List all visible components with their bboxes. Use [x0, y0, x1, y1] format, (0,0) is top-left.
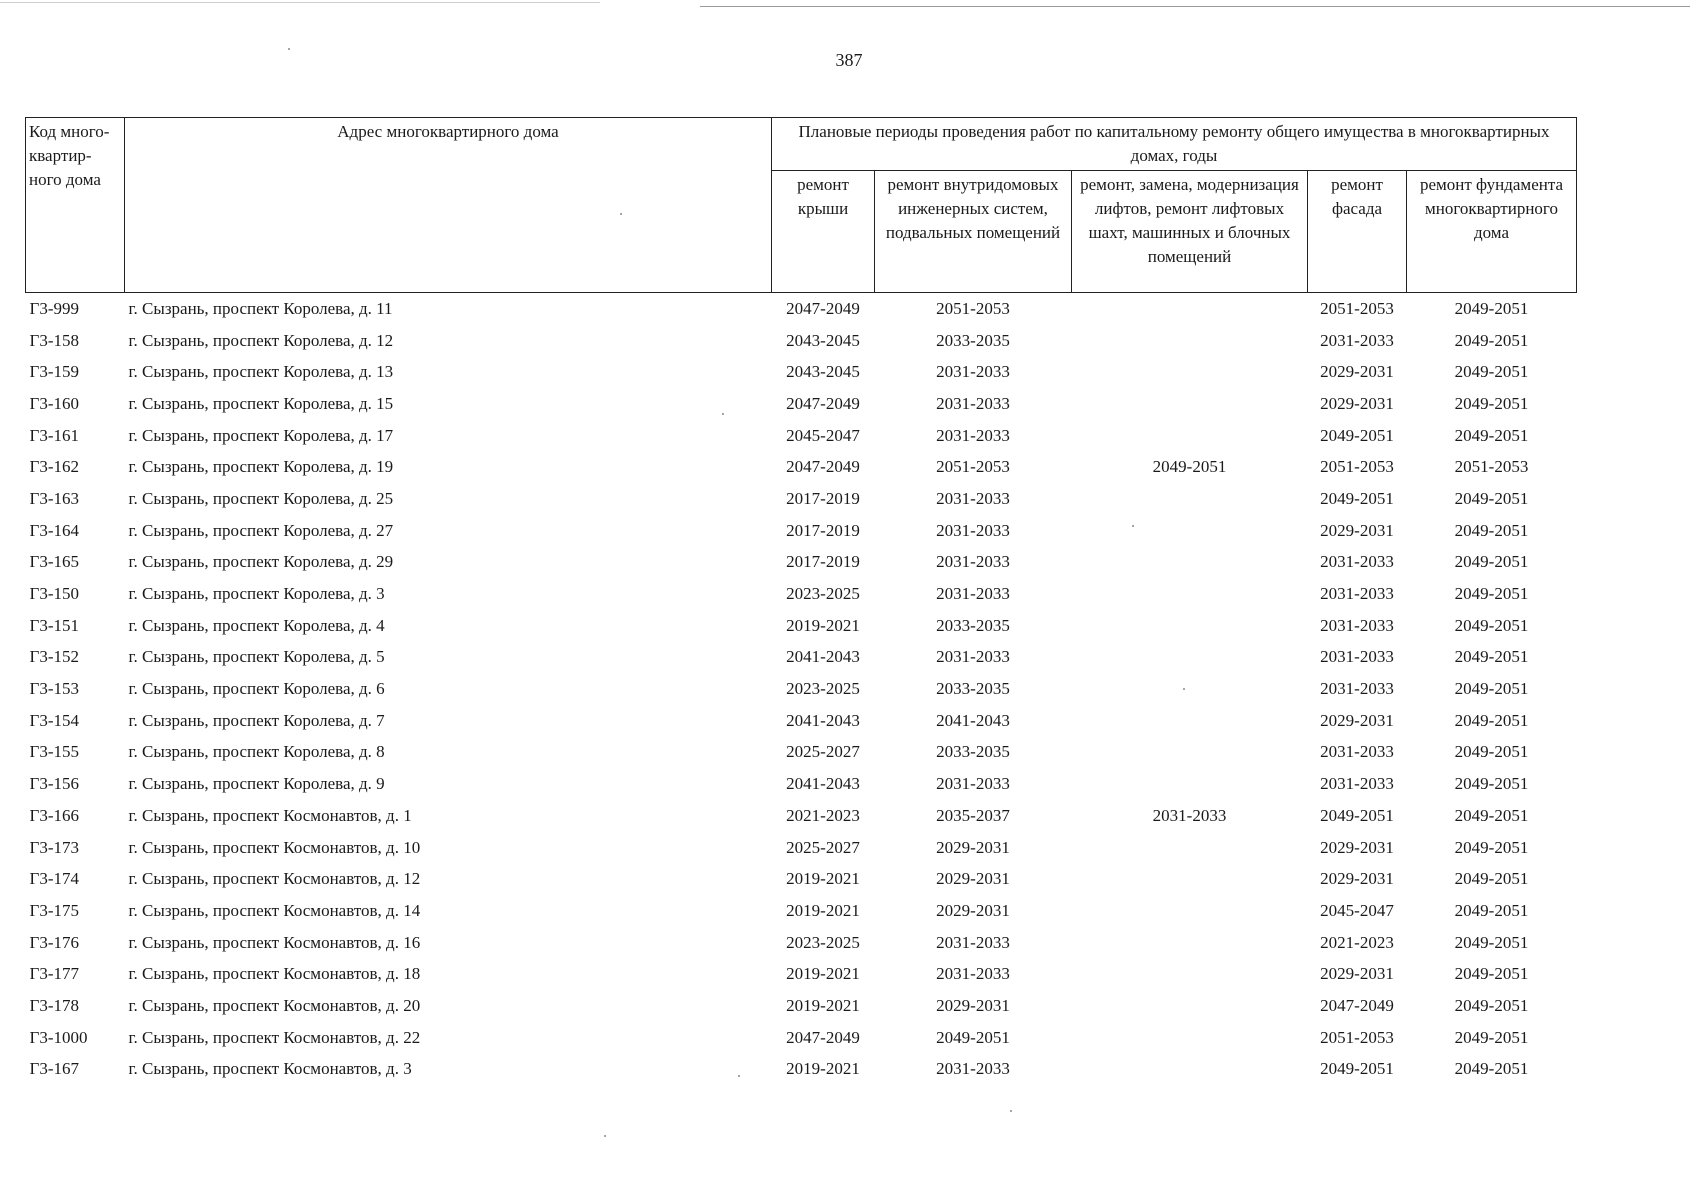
cell-facade: 2051-2053 [1320, 298, 1394, 318]
cell-systems: 2031-2033 [936, 425, 1010, 445]
cell-foundation: 2049-2051 [1454, 647, 1529, 667]
cell-code: Г3-175 [29, 900, 79, 920]
cell-lifts [1072, 895, 1308, 927]
scan-speck [1183, 688, 1185, 690]
cell-foundation: 2049-2051 [1454, 615, 1529, 635]
cell-lifts [1072, 642, 1308, 674]
cell-code: Г3-153 [29, 679, 79, 699]
table-row [26, 325, 1577, 357]
cell-systems: 2029-2031 [936, 900, 1010, 920]
cell-roof: 2021-2023 [786, 805, 860, 825]
cell-systems: 2033-2035 [936, 742, 1010, 762]
table-row [26, 768, 1577, 800]
cell-code: Г3-164 [29, 520, 79, 540]
table-row [26, 990, 1577, 1022]
cell-lifts: 2049-2051 [1152, 457, 1227, 477]
cell-facade: 2031-2033 [1320, 552, 1394, 572]
table-row [26, 547, 1577, 579]
cell-address: г. Сызрань, проспект Космонавтов, д. 20 [128, 995, 421, 1015]
cell-address: г. Сызрань, проспект Космонавтов, д. 12 [128, 869, 421, 889]
cell-foundation: 2049-2051 [1454, 742, 1529, 762]
header-periods-group: Плановые периоды проведения работ по капитальному ремонту общего имущества в многоквартирных домах, годы [772, 118, 1577, 171]
cell-systems: 2031-2033 [936, 932, 1010, 952]
table-row [26, 578, 1577, 610]
table-row [26, 420, 1577, 452]
cell-code: Г3-163 [29, 488, 79, 508]
cell-lifts: 2031-2033 [1152, 805, 1227, 825]
table-row [26, 451, 1577, 483]
cell-systems: 2029-2031 [936, 995, 1010, 1015]
cell-systems: 2031-2033 [936, 647, 1010, 667]
cell-code: Г3-162 [29, 457, 79, 477]
cell-code: Г3-156 [29, 774, 79, 794]
cell-systems: 2031-2033 [936, 362, 1010, 382]
table-row [26, 895, 1577, 927]
cell-foundation: 2049-2051 [1454, 869, 1529, 889]
cell-address: г. Сызрань, проспект Королева, д. 15 [128, 393, 394, 413]
table-row [26, 388, 1577, 420]
scan-speck [620, 213, 622, 215]
cell-roof: 2023-2025 [786, 679, 860, 699]
cell-address: г. Сызрань, проспект Космонавтов, д. 14 [128, 900, 421, 920]
cell-roof: 2047-2049 [786, 298, 860, 318]
cell-facade: 2029-2031 [1320, 393, 1394, 413]
cell-lifts [1072, 483, 1308, 515]
cell-lifts [1072, 673, 1308, 705]
cell-facade: 2031-2033 [1320, 774, 1394, 794]
cell-code: Г3-150 [29, 584, 79, 604]
cell-systems: 2031-2033 [936, 488, 1010, 508]
cell-systems: 2031-2033 [936, 552, 1010, 572]
cell-address: г. Сызрань, проспект Королева, д. 9 [128, 774, 385, 794]
page-number: 387 [835, 50, 863, 70]
cell-systems: 2033-2035 [936, 679, 1010, 699]
cell-systems: 2031-2033 [936, 774, 1010, 794]
table-row [26, 1054, 1577, 1086]
cell-facade: 2031-2033 [1320, 742, 1394, 762]
table-row [26, 483, 1577, 515]
cell-address: г. Сызрань, проспект Королева, д. 3 [128, 584, 385, 604]
cell-roof: 2041-2043 [786, 647, 860, 667]
cell-facade: 2051-2053 [1320, 457, 1394, 477]
table-row [26, 737, 1577, 769]
cell-address: г. Сызрань, проспект Королева, д. 27 [128, 520, 394, 540]
cell-address: г. Сызрань, проспект Королева, д. 8 [128, 742, 385, 762]
cell-foundation: 2049-2051 [1454, 995, 1529, 1015]
table-row [26, 832, 1577, 864]
table-row [26, 673, 1577, 705]
cell-roof: 2017-2019 [786, 552, 860, 572]
cell-systems: 2031-2033 [936, 964, 1010, 984]
cell-facade: 2049-2051 [1320, 1059, 1394, 1079]
cell-facade: 2029-2031 [1320, 837, 1394, 857]
cell-facade: 2049-2051 [1320, 425, 1394, 445]
cell-lifts [1072, 420, 1308, 452]
cell-foundation: 2049-2051 [1454, 1059, 1529, 1079]
scan-speck [722, 413, 724, 415]
cell-facade: 2047-2049 [1320, 995, 1394, 1015]
cell-foundation: 2049-2051 [1454, 679, 1529, 699]
cell-roof: 2047-2049 [786, 393, 860, 413]
cell-systems: 2041-2043 [936, 710, 1010, 730]
cell-facade: 2049-2051 [1320, 805, 1394, 825]
cell-address: г. Сызрань, проспект Королева, д. 13 [128, 362, 394, 382]
cell-systems: 2049-2051 [936, 1027, 1010, 1047]
scan-speck [604, 1135, 606, 1137]
cell-systems: 2031-2033 [936, 393, 1010, 413]
cell-facade: 2031-2033 [1320, 679, 1394, 699]
scan-speck [738, 1075, 740, 1077]
cell-address: г. Сызрань, проспект Королева, д. 25 [128, 488, 394, 508]
cell-foundation: 2049-2051 [1454, 298, 1529, 318]
cell-address: г. Сызрань, проспект Королева, д. 11 [128, 298, 393, 318]
cell-foundation: 2049-2051 [1454, 362, 1529, 382]
cell-lifts [1072, 388, 1308, 420]
cell-code: Г3-173 [29, 837, 79, 857]
cell-foundation: 2049-2051 [1454, 837, 1529, 857]
cell-address: г. Сызрань, проспект Космонавтов, д. 18 [128, 964, 421, 984]
table-row [26, 927, 1577, 959]
cell-systems: 2051-2053 [936, 298, 1010, 318]
cell-facade: 2029-2031 [1320, 869, 1394, 889]
cell-roof: 2043-2045 [786, 362, 860, 382]
header-roof: ремонт крыши [772, 171, 875, 293]
cell-roof: 2019-2021 [786, 995, 860, 1015]
table-header [26, 118, 1577, 293]
cell-foundation: 2049-2051 [1454, 774, 1529, 794]
cell-systems: 2029-2031 [936, 837, 1010, 857]
scan-edge-line [700, 6, 1690, 7]
cell-address: г. Сызрань, проспект Космонавтов, д. 22 [128, 1027, 421, 1047]
cell-systems: 2035-2037 [936, 805, 1010, 825]
cell-address: г. Сызрань, проспект Космонавтов, д. 10 [128, 837, 421, 857]
cell-foundation: 2049-2051 [1454, 710, 1529, 730]
scan-edge-line [0, 2, 600, 3]
cell-facade: 2051-2053 [1320, 1027, 1394, 1047]
table-row [26, 293, 1577, 325]
table-row [26, 356, 1577, 388]
cell-address: г. Сызрань, проспект Королева, д. 5 [128, 647, 385, 667]
cell-code: Г3-167 [29, 1059, 79, 1079]
header-code: Код много-квартир-ного дома [26, 118, 125, 293]
cell-address: г. Сызрань, проспект Королева, д. 17 [128, 425, 394, 445]
cell-code: Г3-166 [29, 805, 79, 825]
cell-address: г. Сызрань, проспект Королева, д. 4 [128, 615, 385, 635]
cell-code: Г3-178 [29, 995, 79, 1015]
cell-roof: 2023-2025 [786, 584, 860, 604]
cell-roof: 2047-2049 [786, 1027, 860, 1047]
cell-lifts [1072, 990, 1308, 1022]
registry-sheet [25, 117, 1577, 1085]
cell-lifts [1072, 958, 1308, 990]
cell-code: Г3-155 [29, 742, 79, 762]
cell-facade: 2029-2031 [1320, 710, 1394, 730]
cell-lifts [1072, 927, 1308, 959]
cell-address: г. Сызрань, проспект Королева, д. 12 [128, 330, 394, 350]
cell-roof: 2017-2019 [786, 520, 860, 540]
cell-roof: 2043-2045 [786, 330, 860, 350]
cell-address: г. Сызрань, проспект Королева, д. 19 [128, 457, 394, 477]
cell-code: Г3-152 [29, 647, 79, 667]
cell-roof: 2019-2021 [786, 1059, 860, 1079]
cell-foundation: 2049-2051 [1454, 330, 1529, 350]
cell-foundation: 2049-2051 [1454, 552, 1529, 572]
table-row [26, 863, 1577, 895]
cell-address: г. Сызрань, проспект Космонавтов, д. 16 [128, 932, 421, 952]
header-address: Адрес многоквартирного дома [125, 118, 772, 293]
cell-address: г. Сызрань, проспект Королева, д. 29 [128, 552, 394, 572]
table-row [26, 642, 1577, 674]
cell-lifts [1072, 515, 1308, 547]
cell-roof: 2041-2043 [786, 710, 860, 730]
scan-speck [288, 48, 290, 50]
header-facade: ремонт фасада [1308, 171, 1407, 293]
cell-roof: 2017-2019 [786, 488, 860, 508]
cell-facade: 2031-2033 [1320, 647, 1394, 667]
cell-code: Г3-158 [29, 330, 79, 350]
cell-systems: 2051-2053 [936, 457, 1010, 477]
cell-code: Г3-165 [29, 552, 79, 572]
cell-facade: 2031-2033 [1320, 615, 1394, 635]
cell-lifts [1072, 578, 1308, 610]
cell-foundation: 2049-2051 [1454, 900, 1529, 920]
cell-foundation: 2049-2051 [1454, 1027, 1529, 1047]
cell-systems: 2033-2035 [936, 615, 1010, 635]
cell-roof: 2019-2021 [786, 900, 860, 920]
cell-foundation: 2049-2051 [1454, 932, 1529, 952]
cell-code: Г3-160 [29, 393, 79, 413]
scan-speck [1010, 1110, 1012, 1112]
cell-roof: 2025-2027 [786, 837, 860, 857]
cell-systems: 2031-2033 [936, 520, 1010, 540]
table-row [26, 958, 1577, 990]
cell-facade: 2031-2033 [1320, 330, 1394, 350]
cell-address: г. Сызрань, проспект Королева, д. 6 [128, 679, 385, 699]
cell-address: г. Сызрань, проспект Королева, д. 7 [128, 710, 385, 730]
cell-foundation: 2049-2051 [1454, 520, 1529, 540]
header-foundation: ремонт фундамента многоквартирного дома [1407, 171, 1577, 293]
cell-lifts [1072, 293, 1308, 325]
cell-lifts [1072, 863, 1308, 895]
cell-lifts [1072, 547, 1308, 579]
cell-roof: 2025-2027 [786, 742, 860, 762]
cell-systems: 2029-2031 [936, 869, 1010, 889]
cell-foundation: 2049-2051 [1454, 393, 1529, 413]
cell-lifts [1072, 1022, 1308, 1054]
cell-lifts [1072, 325, 1308, 357]
cell-roof: 2023-2025 [786, 932, 860, 952]
cell-lifts [1072, 356, 1308, 388]
cell-facade: 2029-2031 [1320, 362, 1394, 382]
table-body [26, 293, 1577, 1086]
cell-foundation: 2049-2051 [1454, 425, 1529, 445]
cell-code: Г3-151 [29, 615, 79, 635]
cell-lifts [1072, 832, 1308, 864]
cell-facade: 2049-2051 [1320, 488, 1394, 508]
cell-lifts [1072, 1054, 1308, 1086]
cell-code: Г3-1000 [29, 1027, 88, 1047]
table-row [26, 515, 1577, 547]
cell-foundation: 2049-2051 [1454, 964, 1529, 984]
cell-code: Г3-177 [29, 964, 79, 984]
cell-lifts [1072, 768, 1308, 800]
header-systems: ремонт внутридомовых инженерных систем, подвальных помещений [875, 171, 1072, 293]
cell-roof: 2019-2021 [786, 869, 860, 889]
header-lifts: ремонт, замена, модернизация лифтов, ремонт лифтовых шахт, машинных и блочных помещений [1072, 171, 1308, 293]
cell-lifts [1072, 610, 1308, 642]
cell-facade: 2021-2023 [1320, 932, 1394, 952]
cell-facade: 2045-2047 [1320, 900, 1394, 920]
cell-code: Г3-161 [29, 425, 79, 445]
cell-systems: 2031-2033 [936, 1059, 1010, 1079]
repair-schedule-table [25, 117, 1577, 1085]
cell-roof: 2019-2021 [786, 964, 860, 984]
cell-foundation: 2049-2051 [1454, 488, 1529, 508]
cell-roof: 2045-2047 [786, 425, 860, 445]
cell-foundation: 2049-2051 [1454, 805, 1529, 825]
cell-systems: 2033-2035 [936, 330, 1010, 350]
cell-roof: 2047-2049 [786, 457, 860, 477]
cell-facade: 2029-2031 [1320, 964, 1394, 984]
table-row [26, 705, 1577, 737]
cell-code: Г3-999 [29, 298, 79, 318]
cell-systems: 2031-2033 [936, 584, 1010, 604]
scan-speck [1132, 525, 1134, 527]
cell-address: г. Сызрань, проспект Космонавтов, д. 1 [128, 805, 412, 825]
cell-facade: 2029-2031 [1320, 520, 1394, 540]
cell-roof: 2041-2043 [786, 774, 860, 794]
cell-facade: 2031-2033 [1320, 584, 1394, 604]
cell-lifts [1072, 705, 1308, 737]
cell-code: Г3-154 [29, 710, 79, 730]
cell-foundation: 2049-2051 [1454, 584, 1529, 604]
table-row [26, 800, 1577, 832]
cell-address: г. Сызрань, проспект Космонавтов, д. 3 [128, 1059, 412, 1079]
cell-lifts [1072, 737, 1308, 769]
table-row [26, 610, 1577, 642]
cell-code: Г3-174 [29, 869, 79, 889]
cell-code: Г3-159 [29, 362, 79, 382]
table-row [26, 1022, 1577, 1054]
cell-roof: 2019-2021 [786, 615, 860, 635]
cell-code: Г3-176 [29, 932, 79, 952]
cell-foundation: 2051-2053 [1454, 457, 1529, 477]
